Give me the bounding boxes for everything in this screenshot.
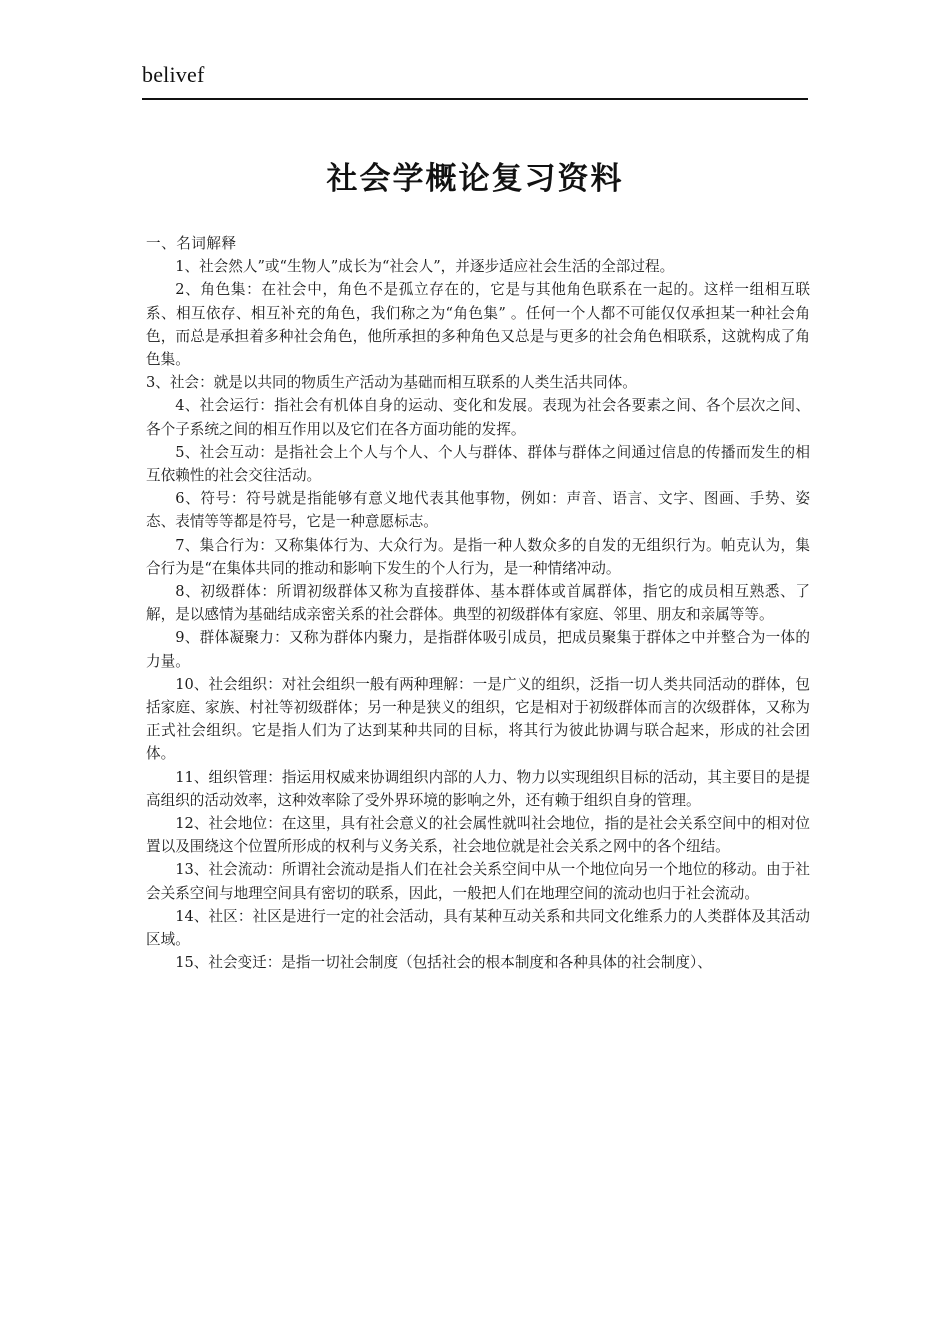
definition-paragraph: 6、符号：符号就是指能够有意义地代表其他事物，例如：声音、语言、文字、图画、手势、姿态、表情等等都是符号，它是一种意愿标志。	[146, 490, 810, 531]
document-title: 社会学概论复习资料	[326, 160, 624, 197]
definition-paragraph: 13、社会流动：所谓社会流动是指人们在社会关系空间中从一个地位向另一个地位的移动。由于社会关系空间与地理空间具有密切的联系，因此，一般把人们在地理空间的流动也归于社会流动。	[146, 861, 810, 902]
section-heading: 一、名词解释	[146, 235, 237, 252]
definition-paragraph: 11、组织管理：指运用权威来协调组织内部的人力、物力以实现组织目标的活动，其主要目的是提高组织的活动效率，这种效率除了受外界环境的影响之外，还有赖于组织自身的管理。	[146, 768, 810, 809]
definition-paragraph: 5、社会互动：是指社会上个人与个人、个人与群体、群体与群体之间通过信息的传播而发生的相互依赖性的社会交往活动。	[146, 443, 810, 485]
definition-paragraph: 10、社会组织：对社会组织一般有两种理解：一是广义的组织，泛指一切人类共同活动的群体，包括家庭、家族、村社等初级群体；另一种是狭义的组织，它是相对于初级群体而言的次级群体，又称为正式社会组织。它是指人们为了达到某种共同的目标，将其行为彼此协调与联合起来，形成的社会团体。	[146, 675, 810, 763]
header-divider	[142, 98, 808, 100]
definition-paragraph: 12、社会地位：在这里，具有社会意义的社会属性就叫社会地位，指的是社会关系空间中的相对位置以及围绕这个位置所形成的权利与义务关系，社会地位就是社会关系之网中的各个纽结。	[146, 815, 810, 856]
definition-paragraph: 9、群体凝聚力：又称为群体内聚力，是指群体吸引成员，把成员聚集于群体之中并整合为一体的力量。	[146, 629, 810, 670]
definition-paragraph: 3、社会：就是以共同的物质生产活动为基础而相互联系的人类生活共同体。	[146, 374, 637, 392]
definition-paragraph: 2、角色集：在社会中，角色不是孤立存在的，它是与其他角色联系在一起的。这样一组相互联系、相互依存、相互补充的角色，我们称之为“角色集” 。任何一个人都不可能仅仅承担某一种社会角色，而总是承担着多种社会角色，他所承担的多种角色又总是与更多的社会角色相联系，这就构成了角色集。	[146, 281, 810, 369]
definition-paragraph: 1、社会然人”或“生物人”成长为“社会人”，并逐步适应社会生活的全部过程。	[175, 258, 675, 276]
definition-paragraph: 14、社区：社区是进行一定的社会活动，具有某种互动关系和共同文化维系力的人类群体及其活动区域。	[146, 907, 810, 949]
header-brand: belivef	[142, 62, 205, 87]
definition-paragraph: 4、社会运行：指社会有机体自身的运动、变化和发展。表现为社会各要素之间、各个层次之间、各个子系统之间的相互作用以及它们在各方面功能的发挥。	[146, 397, 810, 438]
definition-list	[146, 255, 810, 974]
definition-paragraph: 15、社会变迁：是指一切社会制度（包括社会的根本制度和各种具体的社会制度）、	[175, 954, 712, 972]
definition-paragraph: 7、集合行为：又称集体行为、大众行为。是指一种人数众多的自发的无组织行为。帕克认为，集合行为是“在集体共同的推动和影响下发生的个人行为，是一种情绪冲动。	[146, 536, 810, 577]
definition-paragraph: 8、初级群体：所谓初级群体又称为直接群体、基本群体或首属群体，指它的成员相互熟悉、了解，是以感情为基础结成亲密关系的社会群体。典型的初级群体有家庭、邻里、朋友和亲属等等。	[146, 583, 810, 624]
document-body	[146, 232, 810, 975]
